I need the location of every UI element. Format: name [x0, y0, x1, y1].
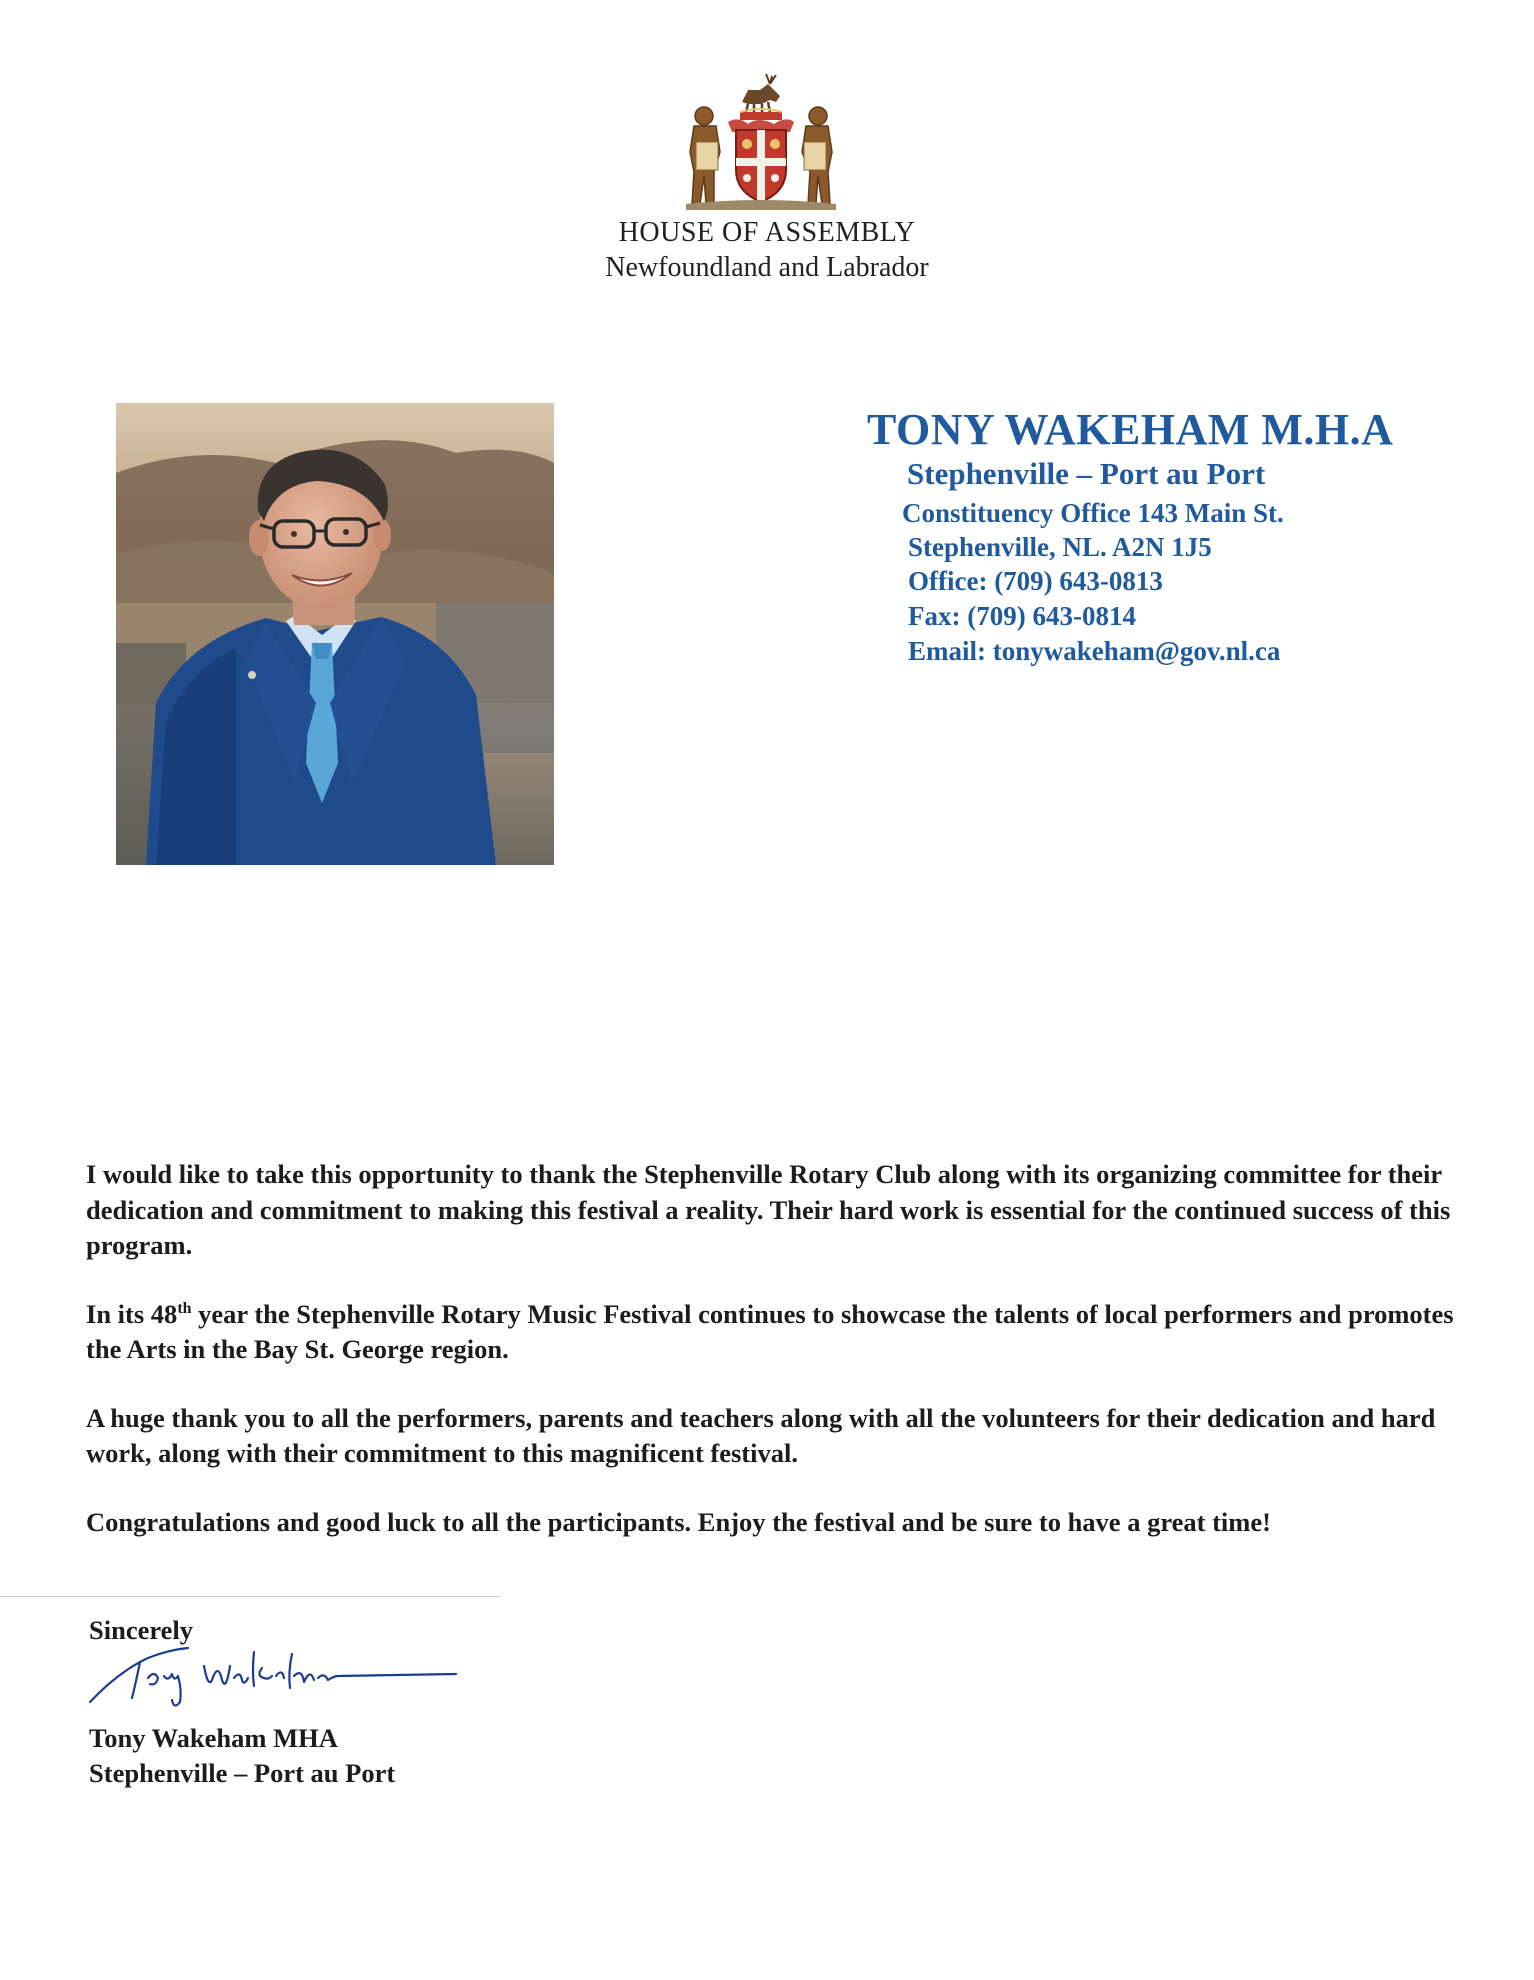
office-phone: Office: (709) 643-0813 [908, 566, 1163, 596]
divider [0, 1596, 500, 1597]
paragraph-festival-start: In its 48 [86, 1298, 178, 1329]
paragraph-festival [86, 1297, 1466, 1368]
office-address: Constituency Office 143 Main St. [902, 498, 1284, 528]
email-address: Email: tonywakeham@gov.nl.ca [908, 636, 1281, 666]
paragraph-volunteers: A huge thank you to all the performers, parents and teachers along with all the volunteers for their dedication and hard work, along with their commitment to this magnificent festival. [86, 1402, 1436, 1468]
signoff-riding: Stephenville – Port au Port [89, 1758, 396, 1788]
letter-body [86, 1157, 1466, 1573]
letterhead-title: HOUSE OF ASSEMBLY [618, 217, 916, 248]
paragraph-festival-end: year the Stephenville Rotary Music Festival continues to showcase the talents of local performers and promotes the Arts in the Bay St. George region. [86, 1298, 1454, 1364]
paragraph-congratulations: Congratulations and good luck to all the participants. Enjoy the festival and be sure to have a great time! [86, 1506, 1271, 1537]
letterhead-subtitle: Newfoundland and Labrador [605, 252, 929, 283]
riding-name: Stephenville – Port au Port [907, 456, 1266, 491]
handwritten-signature [88, 1632, 458, 1712]
paragraph-thanks: I would like to take this opportunity to thank the Stephenville Rotary Club along with its organizing committee for their dedication and commitment to making this festival a reality. Their hard work is essential for the continued success of this program. [86, 1159, 1451, 1260]
city-postal: Stephenville, NL. A2N 1J5 [908, 532, 1212, 562]
fax-number: Fax: (709) 643-0814 [908, 601, 1136, 631]
portrait-photo [116, 403, 554, 865]
coat-of-arms-icon [678, 72, 844, 212]
signoff-name: Tony Wakeham MHA [89, 1723, 338, 1753]
closing: Sincerely [89, 1615, 194, 1645]
mha-name: TONY WAKEHAM M.H.A [867, 405, 1394, 454]
ordinal-suffix: th [177, 1299, 192, 1317]
